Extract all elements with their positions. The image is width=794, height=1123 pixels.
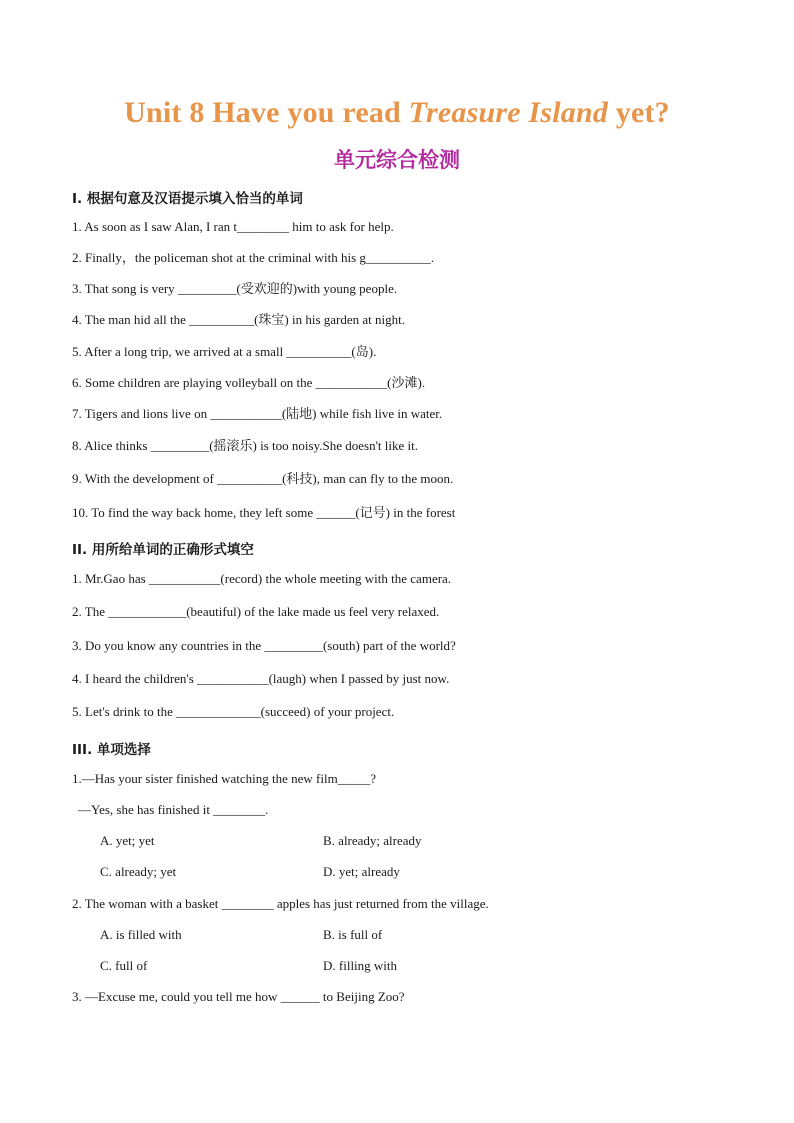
s1-item-8: 8. Alice thinks _________(摇滚乐) is too noisy.She doesn't like it. — [72, 438, 418, 453]
s1-item-7: 7. Tigers and lions live on ___________(陆地) while fish live in water. — [72, 406, 443, 421]
section-3-heading: III. 单项选择 — [72, 742, 151, 758]
s1-item-9: 9. With the development of __________(科技), man can fly to the moon. — [72, 471, 454, 486]
q1-stem: 1.—Has your sister finished watching the new film_____? — [72, 771, 376, 786]
q2-option-c: C. full of — [100, 958, 148, 973]
section-1-heading: I. 根据句意及汉语提示填入恰当的单词 — [72, 191, 303, 207]
q1-option-a: A. yet; yet — [100, 833, 155, 848]
page-subtitle: 单元综合检测 — [334, 148, 460, 172]
title-book-name: Treasure Island — [408, 96, 609, 129]
title-prefix: Unit 8 Have you read — [124, 96, 409, 129]
q2-option-d: D. filling with — [323, 958, 398, 973]
s1-item-10: 10. To find the way back home, they left some ______(记号) in the forest — [72, 505, 456, 520]
q2-option-a: A. is filled with — [100, 927, 182, 942]
s1-item-4: 4. The man hid all the __________(珠宝) in his garden at night. — [72, 312, 406, 327]
s1-item-3: 3. That song is very _________(受欢迎的)with young people. — [72, 281, 398, 296]
s1-item-5: 5. After a long trip, we arrived at a small __________(岛). — [72, 344, 377, 359]
q1-option-d: D. yet; already — [323, 864, 400, 879]
q2-stem: 2. The woman with a basket ________ apples has just returned from the village. — [72, 896, 489, 911]
page-title — [0, 96, 794, 130]
section-2-heading: II. 用所给单词的正确形式填空 — [72, 542, 254, 558]
s1-item-1: 1. As soon as I saw Alan, I ran t________ him to ask for help. — [72, 219, 394, 234]
q2-option-b: B. is full of — [323, 927, 383, 942]
s2-item-5: 5. Let's drink to the _____________(succeed) of your project. — [72, 704, 395, 719]
q1-reply: —Yes, she has finished it ________. — [78, 802, 269, 817]
q3-stem: 3. —Excuse me, could you tell me how ______ to Beijing Zoo? — [72, 989, 405, 1004]
s1-item-6: 6. Some children are playing volleyball on the ___________(沙滩). — [72, 375, 426, 390]
s2-item-3: 3. Do you know any countries in the _________(south) part of the world? — [72, 638, 456, 653]
title-suffix: yet? — [608, 96, 670, 129]
s2-item-2: 2. The ____________(beautiful) of the lake made us feel very relaxed. — [72, 604, 440, 619]
s2-item-4: 4. I heard the children's ___________(laugh) when I passed by just now. — [72, 671, 450, 686]
q1-option-c: C. already; yet — [100, 864, 177, 879]
q1-option-b: B. already; already — [323, 833, 422, 848]
s2-item-1: 1. Mr.Gao has ___________(record) the whole meeting with the camera. — [72, 571, 452, 586]
s1-item-2: 2. Finally，the policeman shot at the criminal with his g__________. — [72, 250, 435, 265]
